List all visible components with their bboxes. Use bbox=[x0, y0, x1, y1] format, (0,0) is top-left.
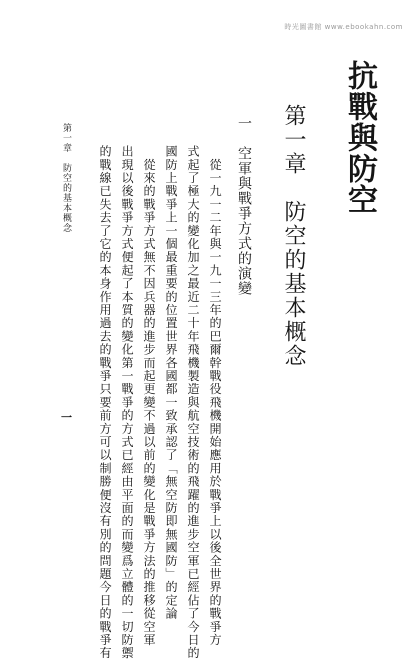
watermark-text: 時光圖書館 www.ebookahn.com bbox=[284, 23, 403, 31]
section-heading: 一 空軍與戰爭方式的演變 bbox=[236, 116, 252, 296]
book-title: 抗戰與防空 bbox=[342, 60, 377, 215]
body-text-line: 從來的戰爭方式無不因兵器的進步而起更變不過以前的變化是戰爭方法的推移從空軍 bbox=[142, 145, 156, 647]
body-text-line: 出現以後戰爭方式便起了本質的變化第一戰爭的方式已經由平面的而變爲立體的一切防禦 bbox=[120, 145, 134, 660]
body-text-line: 的戰線已失去了它的本身作用過去的戰爭只要前方可以制勝便沒有別的問題今日的戰爭有 bbox=[98, 145, 112, 660]
body-text-line: 國防上戰爭上一個最重要的位置世界各國都一致承認了「無空防即無國防」的定論 bbox=[164, 145, 178, 621]
chapter-heading: 第一章 防空的基本概念 bbox=[281, 104, 306, 368]
running-footer: 第一章 防空的基本概念 bbox=[61, 123, 71, 233]
body-text-line: 式起了極大的變化加之最近二十年飛機製造與航空技術的飛躍的進步空軍已經佔了今日的 bbox=[186, 145, 200, 660]
page-number: 一 bbox=[61, 411, 72, 424]
body-text-line: 從一九一二年與一九一三年的巴爾幹戰役飛機開始應用於戰爭上以後全世界的戰爭方 bbox=[208, 145, 222, 647]
